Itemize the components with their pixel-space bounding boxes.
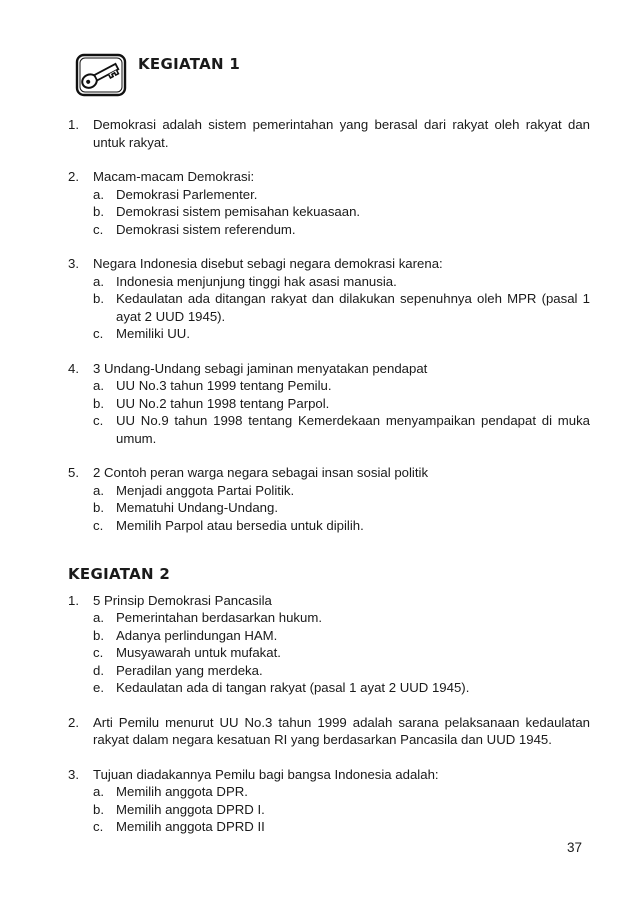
sub-item-letter: b.: [93, 395, 104, 411]
sub-list: [93, 609, 590, 697]
kegiatan-2-section: [68, 566, 590, 853]
sub-item-text: Memilih Parpol atau bersedia untuk dipilih.: [116, 517, 364, 533]
sub-list-item: [93, 221, 590, 239]
sub-list-item: [93, 644, 590, 662]
item-text: 3 Undang-Undang sebagi jaminan menyatakan pendapat: [93, 360, 428, 376]
sub-item-text: Adanya perlindungan HAM.: [116, 627, 278, 643]
sub-item-text: Peradilan yang merdeka.: [116, 662, 263, 678]
sub-item-letter: b.: [93, 204, 104, 219]
sub-item-text: UU No.2 tahun 1998 tentang Parpol.: [116, 395, 330, 411]
item-number: 1.: [68, 592, 79, 608]
key-icon: [74, 52, 128, 98]
sub-item-letter: b.: [93, 291, 104, 306]
item-text: Arti Pemilu menurut UU No.3 tahun 1999 adalah sarana pelaksanaan kedaulatan rakyat dalam negara kesatuan RI yang berdasarkan Pancasila dan UUD 1945.: [93, 714, 590, 747]
sub-item-text: Memilih anggota DPRD I.: [116, 801, 265, 817]
sub-list-item: [93, 203, 590, 221]
sub-list: [93, 377, 590, 447]
item-number: 2.: [68, 169, 79, 184]
sub-item-letter: b.: [93, 801, 104, 817]
item-number: 4.: [68, 360, 79, 376]
sub-item-text: Memilih anggota DPRD II: [116, 819, 265, 834]
sub-item-text: Memilih anggota DPR.: [116, 784, 248, 799]
item-text: 2 Contoh peran warga negara sebagai insan sosial politik: [93, 465, 429, 480]
item-text: 5 Prinsip Demokrasi Pancasila: [93, 592, 272, 608]
sub-list: [93, 783, 590, 836]
sub-list: [93, 186, 590, 239]
sub-item-letter: c.: [93, 413, 104, 428]
kegiatan-1-section: [68, 116, 590, 551]
sub-item-letter: d.: [93, 662, 104, 678]
list-item: [68, 766, 590, 836]
sub-list-item: [93, 273, 590, 291]
item-text: Macam-macam Demokrasi:: [93, 169, 255, 184]
sub-item-letter: a.: [93, 610, 104, 625]
sub-list-item: [93, 627, 590, 645]
sub-list-item: [93, 609, 590, 627]
sub-item-text: Musyawarah untuk mufakat.: [116, 645, 281, 660]
sub-item-text: Kedaulatan ada di tangan rakyat (pasal 1 ayat 2 UUD 1945).: [116, 680, 470, 695]
sub-list-item: [93, 801, 590, 819]
sub-item-text: Mematuhi Undang-Undang.: [116, 500, 279, 515]
item-number: 2.: [68, 714, 79, 730]
kegiatan-1-header: [68, 40, 368, 100]
sub-item-letter: a.: [93, 784, 104, 799]
sub-item-text: Memiliki UU.: [116, 326, 190, 341]
sub-list-item: [93, 395, 590, 413]
sub-item-letter: a.: [93, 378, 104, 393]
sub-item-letter: c.: [93, 819, 104, 834]
item-number: 5.: [68, 465, 79, 480]
sub-list-item: [93, 662, 590, 680]
list-item: [68, 255, 590, 343]
sub-item-text: Indonesia menjunjung tinggi hak asasi manusia.: [116, 273, 397, 289]
sub-item-letter: b.: [93, 627, 104, 643]
list-item: [68, 168, 590, 238]
sub-list-item: [93, 679, 590, 697]
sub-item-letter: c.: [93, 645, 104, 660]
item-number: 3.: [68, 766, 79, 782]
sub-list-item: [93, 412, 590, 447]
sub-list: [93, 273, 590, 343]
item-text: Negara Indonesia disebut sebagi negara demokrasi karena:: [93, 256, 443, 271]
sub-item-text: Demokrasi Parlementer.: [116, 186, 258, 202]
list-item: [68, 714, 590, 749]
sub-item-text: Kedaulatan ada ditangan rakyat dan dilakukan sepenuhnya oleh MPR (pasal 1 ayat 2 UUD 1945).: [116, 291, 590, 324]
kegiatan-1-list: [68, 116, 590, 534]
sub-item-letter: b.: [93, 500, 104, 515]
list-item: [68, 592, 590, 697]
sub-item-text: Pemerintahan berdasarkan hukum.: [116, 610, 322, 625]
kegiatan-2-title: KEGIATAN 2: [68, 565, 171, 583]
sub-list-item: [93, 325, 590, 343]
sub-item-letter: c.: [93, 517, 104, 533]
sub-list-item: [93, 818, 590, 836]
item-text: Tujuan diadakannya Pemilu bagi bangsa Indonesia adalah:: [93, 766, 439, 782]
sub-item-text: Demokrasi sistem pemisahan kekuasaan.: [116, 204, 361, 219]
sub-item-text: Demokrasi sistem referendum.: [116, 221, 296, 237]
sub-list-item: [93, 499, 590, 517]
kegiatan-1-title: KEGIATAN 1: [138, 55, 241, 73]
sub-item-letter: c.: [93, 326, 104, 341]
sub-item-letter: e.: [93, 680, 104, 695]
page-number: 37: [567, 840, 583, 855]
list-item: [68, 360, 590, 448]
sub-item-letter: a.: [93, 186, 104, 202]
sub-item-text: UU No.9 tahun 1998 tentang Kemerdekaan menyampaikan pendapat di muka umum.: [116, 413, 590, 446]
sub-list-item: [93, 482, 590, 500]
sub-item-letter: a.: [93, 273, 104, 289]
item-number: 1.: [68, 117, 79, 132]
sub-item-text: UU No.3 tahun 1999 tentang Pemilu.: [116, 378, 332, 393]
sub-list-item: [93, 290, 590, 325]
sub-item-text: Menjadi anggota Partai Politik.: [116, 482, 295, 498]
kegiatan-2-list: [68, 592, 590, 836]
item-number: 3.: [68, 256, 79, 271]
sub-list: [93, 482, 590, 535]
sub-list-item: [93, 517, 590, 535]
sub-list-item: [93, 783, 590, 801]
sub-item-letter: a.: [93, 482, 104, 498]
sub-list-item: [93, 377, 590, 395]
sub-list-item: [93, 186, 590, 204]
list-item: [68, 464, 590, 534]
item-text: Demokrasi adalah sistem pemerintahan yang berasal dari rakyat oleh rakyat dan untuk rakyat.: [93, 117, 590, 150]
sub-item-letter: c.: [93, 221, 104, 237]
list-item: [68, 116, 590, 151]
